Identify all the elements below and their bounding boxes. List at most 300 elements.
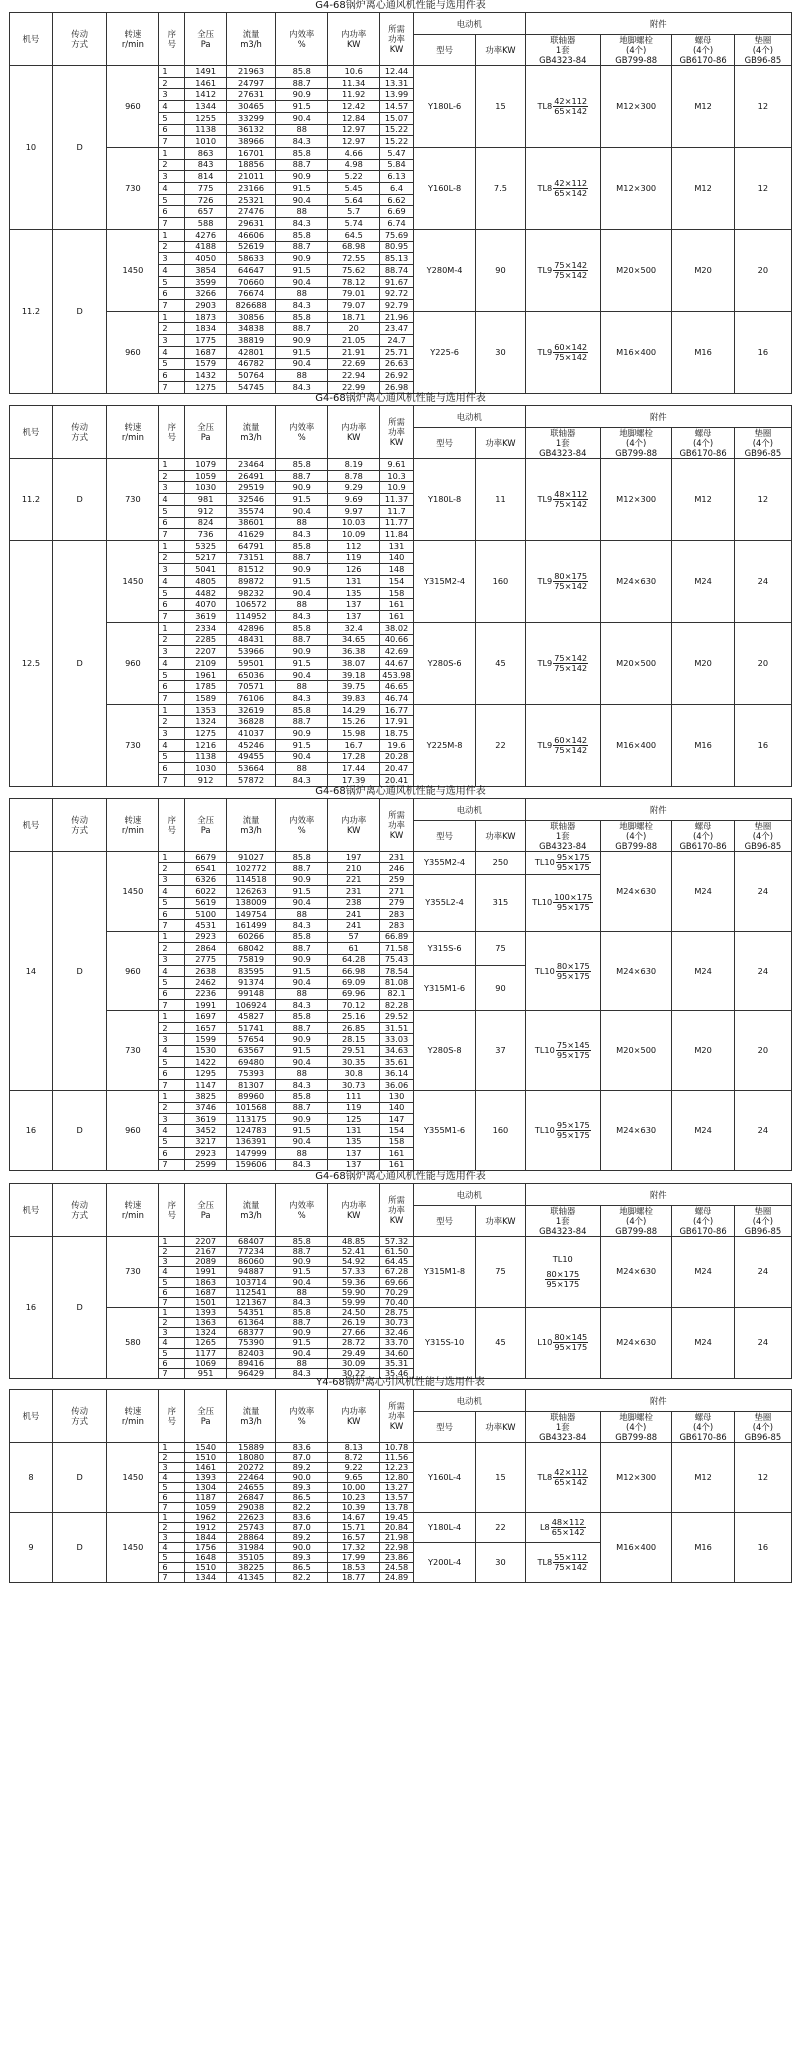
pressure-value: 4531 — [185, 920, 227, 931]
table-row — [10, 540, 792, 552]
col-req-power — [380, 1390, 414, 1443]
pressure-value: 1697 — [185, 1011, 227, 1022]
efficiency-value: 91.5 — [276, 965, 328, 976]
seq-no: 3 — [159, 646, 185, 658]
inner-power-value: 61 — [328, 943, 380, 954]
table-row — [10, 147, 792, 159]
efficiency-value: 90.4 — [276, 1277, 328, 1287]
col-nut-text: 螺母 — [694, 821, 712, 831]
coupling-fraction — [556, 1041, 591, 1060]
inner-power-value: 9.69 — [328, 494, 380, 506]
required-power-value: 15.22 — [380, 124, 414, 136]
coupling-model: TL9 — [537, 493, 553, 504]
flow-value: 29038 — [226, 1503, 275, 1513]
inner-power-value: 5.45 — [328, 183, 380, 195]
pressure-value: 1138 — [185, 124, 227, 136]
efficiency-value: 84.3 — [276, 300, 328, 312]
col-inner-power — [328, 1390, 380, 1443]
col-machine — [10, 1184, 53, 1237]
seq-no: 4 — [159, 965, 185, 976]
col-washer-text: GB96-85 — [744, 1226, 782, 1236]
flow-value: 81512 — [226, 564, 275, 576]
required-power-value: 17.91 — [380, 716, 414, 728]
coupling-model: TL10 — [534, 965, 555, 976]
motor-model: Y355L2-4 — [413, 874, 475, 931]
flow-value: 826688 — [226, 300, 275, 312]
seq-no: 1 — [159, 852, 185, 863]
coupling-bore-top: 42×112 — [554, 1467, 588, 1477]
seq-no: 3 — [159, 1533, 185, 1543]
required-power-value: 6.69 — [380, 206, 414, 218]
efficiency-value: 84.3 — [276, 1000, 328, 1011]
flow-value: 82403 — [226, 1348, 275, 1358]
coupling-fraction — [556, 853, 591, 872]
required-power-value: 6.13 — [380, 171, 414, 183]
pressure-value: 1079 — [185, 459, 227, 471]
col-bolt-text: (4个) — [626, 1216, 647, 1226]
inner-power-value: 9.65 — [328, 1473, 380, 1483]
efficiency-value: 83.6 — [276, 1513, 328, 1523]
pressure-value: 4276 — [185, 229, 227, 241]
col-efficiency — [276, 406, 328, 459]
required-power-value: 26.92 — [380, 370, 414, 382]
flow-value: 89872 — [226, 576, 275, 588]
pressure-value: 1991 — [185, 1000, 227, 1011]
bolt-spec: M24×630 — [600, 931, 671, 1011]
machine-no: 11.2 — [10, 229, 53, 393]
flow-value: 22464 — [226, 1473, 275, 1483]
required-power-value: 44.67 — [380, 657, 414, 669]
col-coupling-text: GB4323-84 — [539, 841, 587, 851]
pressure-value: 1756 — [185, 1543, 227, 1553]
seq-no: 7 — [159, 1159, 185, 1170]
col-model — [413, 428, 475, 459]
required-power-value: 12.23 — [380, 1463, 414, 1473]
coupling-bore-top: 60×142 — [554, 341, 588, 352]
col-motor — [413, 406, 525, 428]
required-power-value: 70.29 — [380, 1287, 414, 1297]
flow-value: 24655 — [226, 1483, 275, 1493]
flow-value: 112541 — [226, 1287, 275, 1297]
motor-power: 37 — [476, 1011, 525, 1091]
col-washer — [734, 35, 791, 66]
seq-no: 4 — [159, 739, 185, 751]
pressure-value: 1030 — [185, 482, 227, 494]
seq-no: 2 — [159, 716, 185, 728]
required-power-value: 29.52 — [380, 1011, 414, 1022]
inner-power-value: 119 — [328, 552, 380, 564]
coupling-bore-bottom: 95×175 — [556, 862, 590, 873]
col-flow — [226, 406, 275, 459]
flow-value: 18080 — [226, 1453, 275, 1463]
required-power-value: 24.89 — [380, 1573, 414, 1583]
col-nut-text: (4个) — [692, 45, 714, 55]
seq-no: 6 — [159, 124, 185, 136]
speed-value: 960 — [107, 931, 159, 1011]
flow-value: 28864 — [226, 1533, 275, 1543]
coupling-bore-top: 42×112 — [554, 95, 588, 106]
efficiency-value: 90.9 — [276, 564, 328, 576]
seq-no: 5 — [159, 977, 185, 988]
efficiency-value: 88.7 — [276, 470, 328, 482]
flow-value: 94887 — [226, 1267, 275, 1277]
col-washer-text: 垫圈 — [754, 1206, 772, 1216]
required-power-value: 28.75 — [380, 1307, 414, 1317]
seq-no: 5 — [159, 669, 185, 681]
nut-spec: M24 — [672, 1307, 734, 1378]
col-seq — [159, 1390, 185, 1443]
inner-power-value: 54.92 — [328, 1257, 380, 1267]
pressure-value: 3746 — [185, 1102, 227, 1113]
seq-no: 2 — [159, 470, 185, 482]
col-flow — [226, 13, 275, 66]
pressure-value: 1510 — [185, 1453, 227, 1463]
flow-value: 54351 — [226, 1307, 275, 1317]
table-section — [9, 1377, 792, 1582]
washer-spec: 12 — [734, 1443, 791, 1513]
coupling-spec — [537, 736, 588, 755]
motor-power: 11 — [476, 459, 525, 541]
motor-power: 160 — [476, 540, 525, 622]
col-washer-text: (4个) — [752, 438, 773, 448]
coupling-bore-bottom: 95×175 — [556, 970, 590, 981]
pressure-value: 981 — [185, 494, 227, 506]
inner-power-value: 39.75 — [328, 681, 380, 693]
col-inner-power-text: KW — [346, 825, 361, 835]
performance-table — [9, 1183, 792, 1379]
col-flow-text: m3/h — [240, 1210, 262, 1220]
motor-power: 22 — [476, 704, 525, 786]
pressure-value: 912 — [185, 505, 227, 517]
seq-no: 3 — [159, 1034, 185, 1045]
col-nut-text: (4个) — [692, 1216, 714, 1226]
col-coupling — [525, 821, 600, 852]
pressure-value: 1540 — [185, 1443, 227, 1453]
drive-mode: D — [52, 1091, 107, 1171]
seq-no: 5 — [159, 587, 185, 599]
inner-power-value: 4.98 — [328, 159, 380, 171]
efficiency-value: 85.8 — [276, 852, 328, 863]
motor-power: 250 — [476, 852, 525, 875]
col-bolt-text: GB799-88 — [615, 1432, 658, 1442]
seq-no: 5 — [159, 1277, 185, 1287]
flow-value: 149754 — [226, 908, 275, 919]
seq-no: 6 — [159, 288, 185, 300]
col-drive — [52, 1390, 107, 1443]
coupling-spec — [535, 962, 591, 981]
col-seq-text: 号 — [167, 39, 177, 49]
seq-no: 2 — [159, 241, 185, 253]
seq-no: 4 — [159, 1473, 185, 1483]
pressure-value: 1059 — [185, 470, 227, 482]
coupling-spec — [535, 1121, 591, 1140]
col-washer — [734, 821, 791, 852]
flow-value: 38966 — [226, 136, 275, 148]
col-efficiency-text: 内效率 — [289, 1406, 315, 1416]
efficiency-value: 90.4 — [276, 669, 328, 681]
required-power-value: 9.61 — [380, 459, 414, 471]
col-washer — [734, 428, 791, 459]
bolt-spec: M24×630 — [600, 1237, 671, 1308]
col-washer — [734, 1206, 791, 1237]
efficiency-value: 90.4 — [276, 505, 328, 517]
flow-value: 106924 — [226, 1000, 275, 1011]
required-power-value: 161 — [380, 1159, 414, 1170]
coupling-model: L10 — [537, 1337, 553, 1348]
required-power-value: 18.75 — [380, 728, 414, 740]
bolt-spec: M12×300 — [600, 1443, 671, 1513]
table-section — [9, 0, 792, 392]
inner-power-value: 39.83 — [328, 693, 380, 705]
efficiency-value: 88.7 — [276, 863, 328, 874]
col-attach-text: 附件 — [649, 1189, 667, 1200]
seq-no: 1 — [159, 66, 185, 78]
coupling-bore-bottom: 65×142 — [551, 1527, 585, 1537]
col-coupling-text: GB4323-84 — [539, 448, 587, 458]
table-row — [10, 1513, 792, 1523]
efficiency-value: 88.7 — [276, 159, 328, 171]
required-power-value: 69.66 — [380, 1277, 414, 1287]
required-power-value: 161 — [380, 1148, 414, 1159]
flow-value: 114518 — [226, 874, 275, 885]
flow-value: 99148 — [226, 988, 275, 999]
col-pressure-text: 全压 — [197, 1406, 214, 1416]
inner-power-value: 137 — [328, 599, 380, 611]
efficiency-value: 88 — [276, 908, 328, 919]
efficiency-value: 88 — [276, 124, 328, 136]
col-efficiency-text: 内效率 — [289, 29, 315, 39]
flow-value: 75819 — [226, 954, 275, 965]
pressure-value: 1863 — [185, 1277, 227, 1287]
efficiency-value: 84.3 — [276, 381, 328, 393]
required-power-value: 34.63 — [380, 1045, 414, 1056]
col-efficiency-text: 内效率 — [289, 1200, 315, 1210]
col-pressure — [185, 799, 227, 852]
flow-value: 58633 — [226, 253, 275, 265]
seq-no: 7 — [159, 611, 185, 623]
required-power-value: 131 — [380, 540, 414, 552]
pressure-value: 1530 — [185, 1045, 227, 1056]
pressure-value: 2638 — [185, 965, 227, 976]
col-req-power — [380, 1184, 414, 1237]
efficiency-value: 91.5 — [276, 183, 328, 195]
inner-power-value: 36.38 — [328, 646, 380, 658]
inner-power-value: 30.22 — [328, 1368, 380, 1378]
efficiency-value: 89.2 — [276, 1533, 328, 1543]
required-power-value: 46.74 — [380, 693, 414, 705]
pressure-value: 912 — [185, 774, 227, 786]
coupling-bore-bottom: 75×142 — [554, 351, 588, 362]
col-motor-power — [476, 821, 525, 852]
required-power-value: 11.56 — [380, 1453, 414, 1463]
coupling-bore-bottom: 95×175 — [556, 1130, 590, 1141]
pressure-value: 6679 — [185, 852, 227, 863]
col-speed-text: 转速 — [124, 422, 142, 432]
pressure-value: 1010 — [185, 136, 227, 148]
inner-power-value: 28.72 — [328, 1338, 380, 1348]
pressure-value: 2599 — [185, 1159, 227, 1170]
seq-no: 4 — [159, 1338, 185, 1348]
col-req-power-text: 所需 — [388, 24, 405, 34]
col-seq-text: 号 — [167, 1416, 177, 1426]
nut-spec: M16 — [672, 311, 734, 393]
coupling-bore-top: 75×142 — [554, 652, 588, 663]
machine-no: 14 — [10, 852, 53, 1091]
nut-spec: M20 — [672, 1011, 734, 1091]
seq-no: 1 — [159, 704, 185, 716]
pressure-value: 1363 — [185, 1318, 227, 1328]
required-power-value: 21.96 — [380, 311, 414, 323]
seq-no: 3 — [159, 1113, 185, 1124]
col-model-text: 型号 — [436, 831, 453, 841]
col-req-power — [380, 13, 414, 66]
col-bolt — [600, 428, 671, 459]
col-speed — [107, 406, 159, 459]
efficiency-value: 90.4 — [276, 587, 328, 599]
coupling-cell — [525, 147, 600, 229]
efficiency-value: 90.4 — [276, 1057, 328, 1068]
flow-value: 30465 — [226, 101, 275, 113]
nut-spec: M24 — [672, 1091, 734, 1171]
speed-value: 1450 — [107, 229, 159, 311]
col-flow — [226, 1390, 275, 1443]
seq-no: 5 — [159, 194, 185, 206]
col-bolt — [600, 1206, 671, 1237]
inner-power-value: 137 — [328, 1159, 380, 1170]
speed-value: 730 — [107, 147, 159, 229]
required-power-value: 33.70 — [380, 1338, 414, 1348]
inner-power-value: 9.97 — [328, 505, 380, 517]
col-coupling-text: 1套 — [555, 438, 570, 448]
seq-no: 5 — [159, 1136, 185, 1147]
drive-mode: D — [52, 540, 107, 786]
motor-power: 75 — [476, 931, 525, 965]
col-washer-text: (4个) — [752, 831, 773, 841]
inner-power-value: 38.07 — [328, 657, 380, 669]
col-drive-text: 方式 — [71, 1210, 88, 1220]
inner-power-value: 78.12 — [328, 276, 380, 288]
coupling-cell — [525, 931, 600, 1011]
col-drive — [52, 1184, 107, 1237]
speed-value: 1450 — [107, 1443, 159, 1513]
coupling-bore-top: 75×142 — [554, 259, 588, 270]
col-coupling-text: 联轴器 — [550, 821, 576, 831]
col-motor-power-text: 功率KW — [485, 1216, 516, 1226]
table-row — [10, 852, 792, 863]
inner-power-value: 210 — [328, 863, 380, 874]
flow-value: 68377 — [226, 1328, 275, 1338]
pressure-value: 3619 — [185, 1113, 227, 1124]
seq-no: 7 — [159, 381, 185, 393]
pressure-value: 1138 — [185, 751, 227, 763]
col-req-power-text: 所需 — [388, 1401, 405, 1411]
flow-value: 26491 — [226, 470, 275, 482]
seq-no: 3 — [159, 1328, 185, 1338]
required-power-value: 38.02 — [380, 622, 414, 634]
col-drive-text: 传动 — [71, 1406, 88, 1416]
col-flow-text: m3/h — [240, 432, 262, 442]
coupling-fraction — [553, 1333, 588, 1352]
table-row — [10, 1011, 792, 1022]
pressure-value: 2236 — [185, 988, 227, 999]
motor-model: Y180L-4 — [413, 1513, 475, 1543]
efficiency-value: 85.8 — [276, 622, 328, 634]
col-model — [413, 35, 475, 66]
col-machine — [10, 13, 53, 66]
seq-no: 2 — [159, 159, 185, 171]
table-row — [10, 1091, 792, 1102]
seq-no: 6 — [159, 1287, 185, 1297]
table-row — [10, 66, 792, 78]
coupling-bore-top: 48×112 — [551, 1517, 585, 1527]
inner-power-value: 135 — [328, 587, 380, 599]
required-power-value: 283 — [380, 920, 414, 931]
flow-value: 35105 — [226, 1553, 275, 1563]
seq-no: 1 — [159, 311, 185, 323]
drive-mode: D — [52, 1513, 107, 1583]
pressure-value: 4070 — [185, 599, 227, 611]
flow-value: 59501 — [226, 657, 275, 669]
pressure-value: 1834 — [185, 323, 227, 335]
inner-power-value: 25.16 — [328, 1011, 380, 1022]
seq-no: 6 — [159, 1068, 185, 1079]
efficiency-value: 84.3 — [276, 774, 328, 786]
seq-no: 2 — [159, 1247, 185, 1257]
pressure-value: 1491 — [185, 66, 227, 78]
pressure-value: 1295 — [185, 1068, 227, 1079]
nut-spec: M20 — [672, 229, 734, 311]
seq-no: 2 — [159, 77, 185, 89]
coupling-cell — [525, 66, 600, 148]
flow-value: 38819 — [226, 335, 275, 347]
speed-value: 730 — [107, 1011, 159, 1091]
coupling-bore-bottom: 75×142 — [554, 662, 588, 673]
table-title: G4-68锅炉离心通风机性能与选用件表 — [315, 0, 486, 11]
pressure-value: 1510 — [185, 1563, 227, 1573]
machine-no: 16 — [10, 1091, 53, 1171]
efficiency-value: 86.5 — [276, 1493, 328, 1503]
pressure-value: 657 — [185, 206, 227, 218]
required-power-value: 14.57 — [380, 101, 414, 113]
col-seq — [159, 1184, 185, 1237]
col-efficiency-text: % — [297, 1416, 306, 1426]
efficiency-value: 89.2 — [276, 1463, 328, 1473]
col-drive-text: 方式 — [71, 432, 88, 442]
machine-no: 12.5 — [10, 540, 53, 786]
washer-spec: 24 — [734, 931, 791, 1011]
seq-no: 6 — [159, 1358, 185, 1368]
coupling-fraction — [553, 893, 593, 912]
required-power-value: 34.60 — [380, 1348, 414, 1358]
pressure-value: 2864 — [185, 943, 227, 954]
pressure-value: 863 — [185, 147, 227, 159]
inner-power-value: 9.29 — [328, 482, 380, 494]
flow-value: 36828 — [226, 716, 275, 728]
motor-power: 15 — [476, 66, 525, 148]
inner-power-value: 29.51 — [328, 1045, 380, 1056]
table-row — [10, 1307, 792, 1317]
col-inner-power — [328, 406, 380, 459]
seq-no: 4 — [159, 1045, 185, 1056]
efficiency-value: 85.8 — [276, 540, 328, 552]
col-efficiency-text: % — [297, 432, 306, 442]
flow-value: 33299 — [226, 112, 275, 124]
required-power-value: 13.27 — [380, 1483, 414, 1493]
col-bolt-text: (4个) — [626, 1422, 647, 1432]
efficiency-value: 85.8 — [276, 459, 328, 471]
required-power-value: 46.65 — [380, 681, 414, 693]
efficiency-value: 90.9 — [276, 482, 328, 494]
